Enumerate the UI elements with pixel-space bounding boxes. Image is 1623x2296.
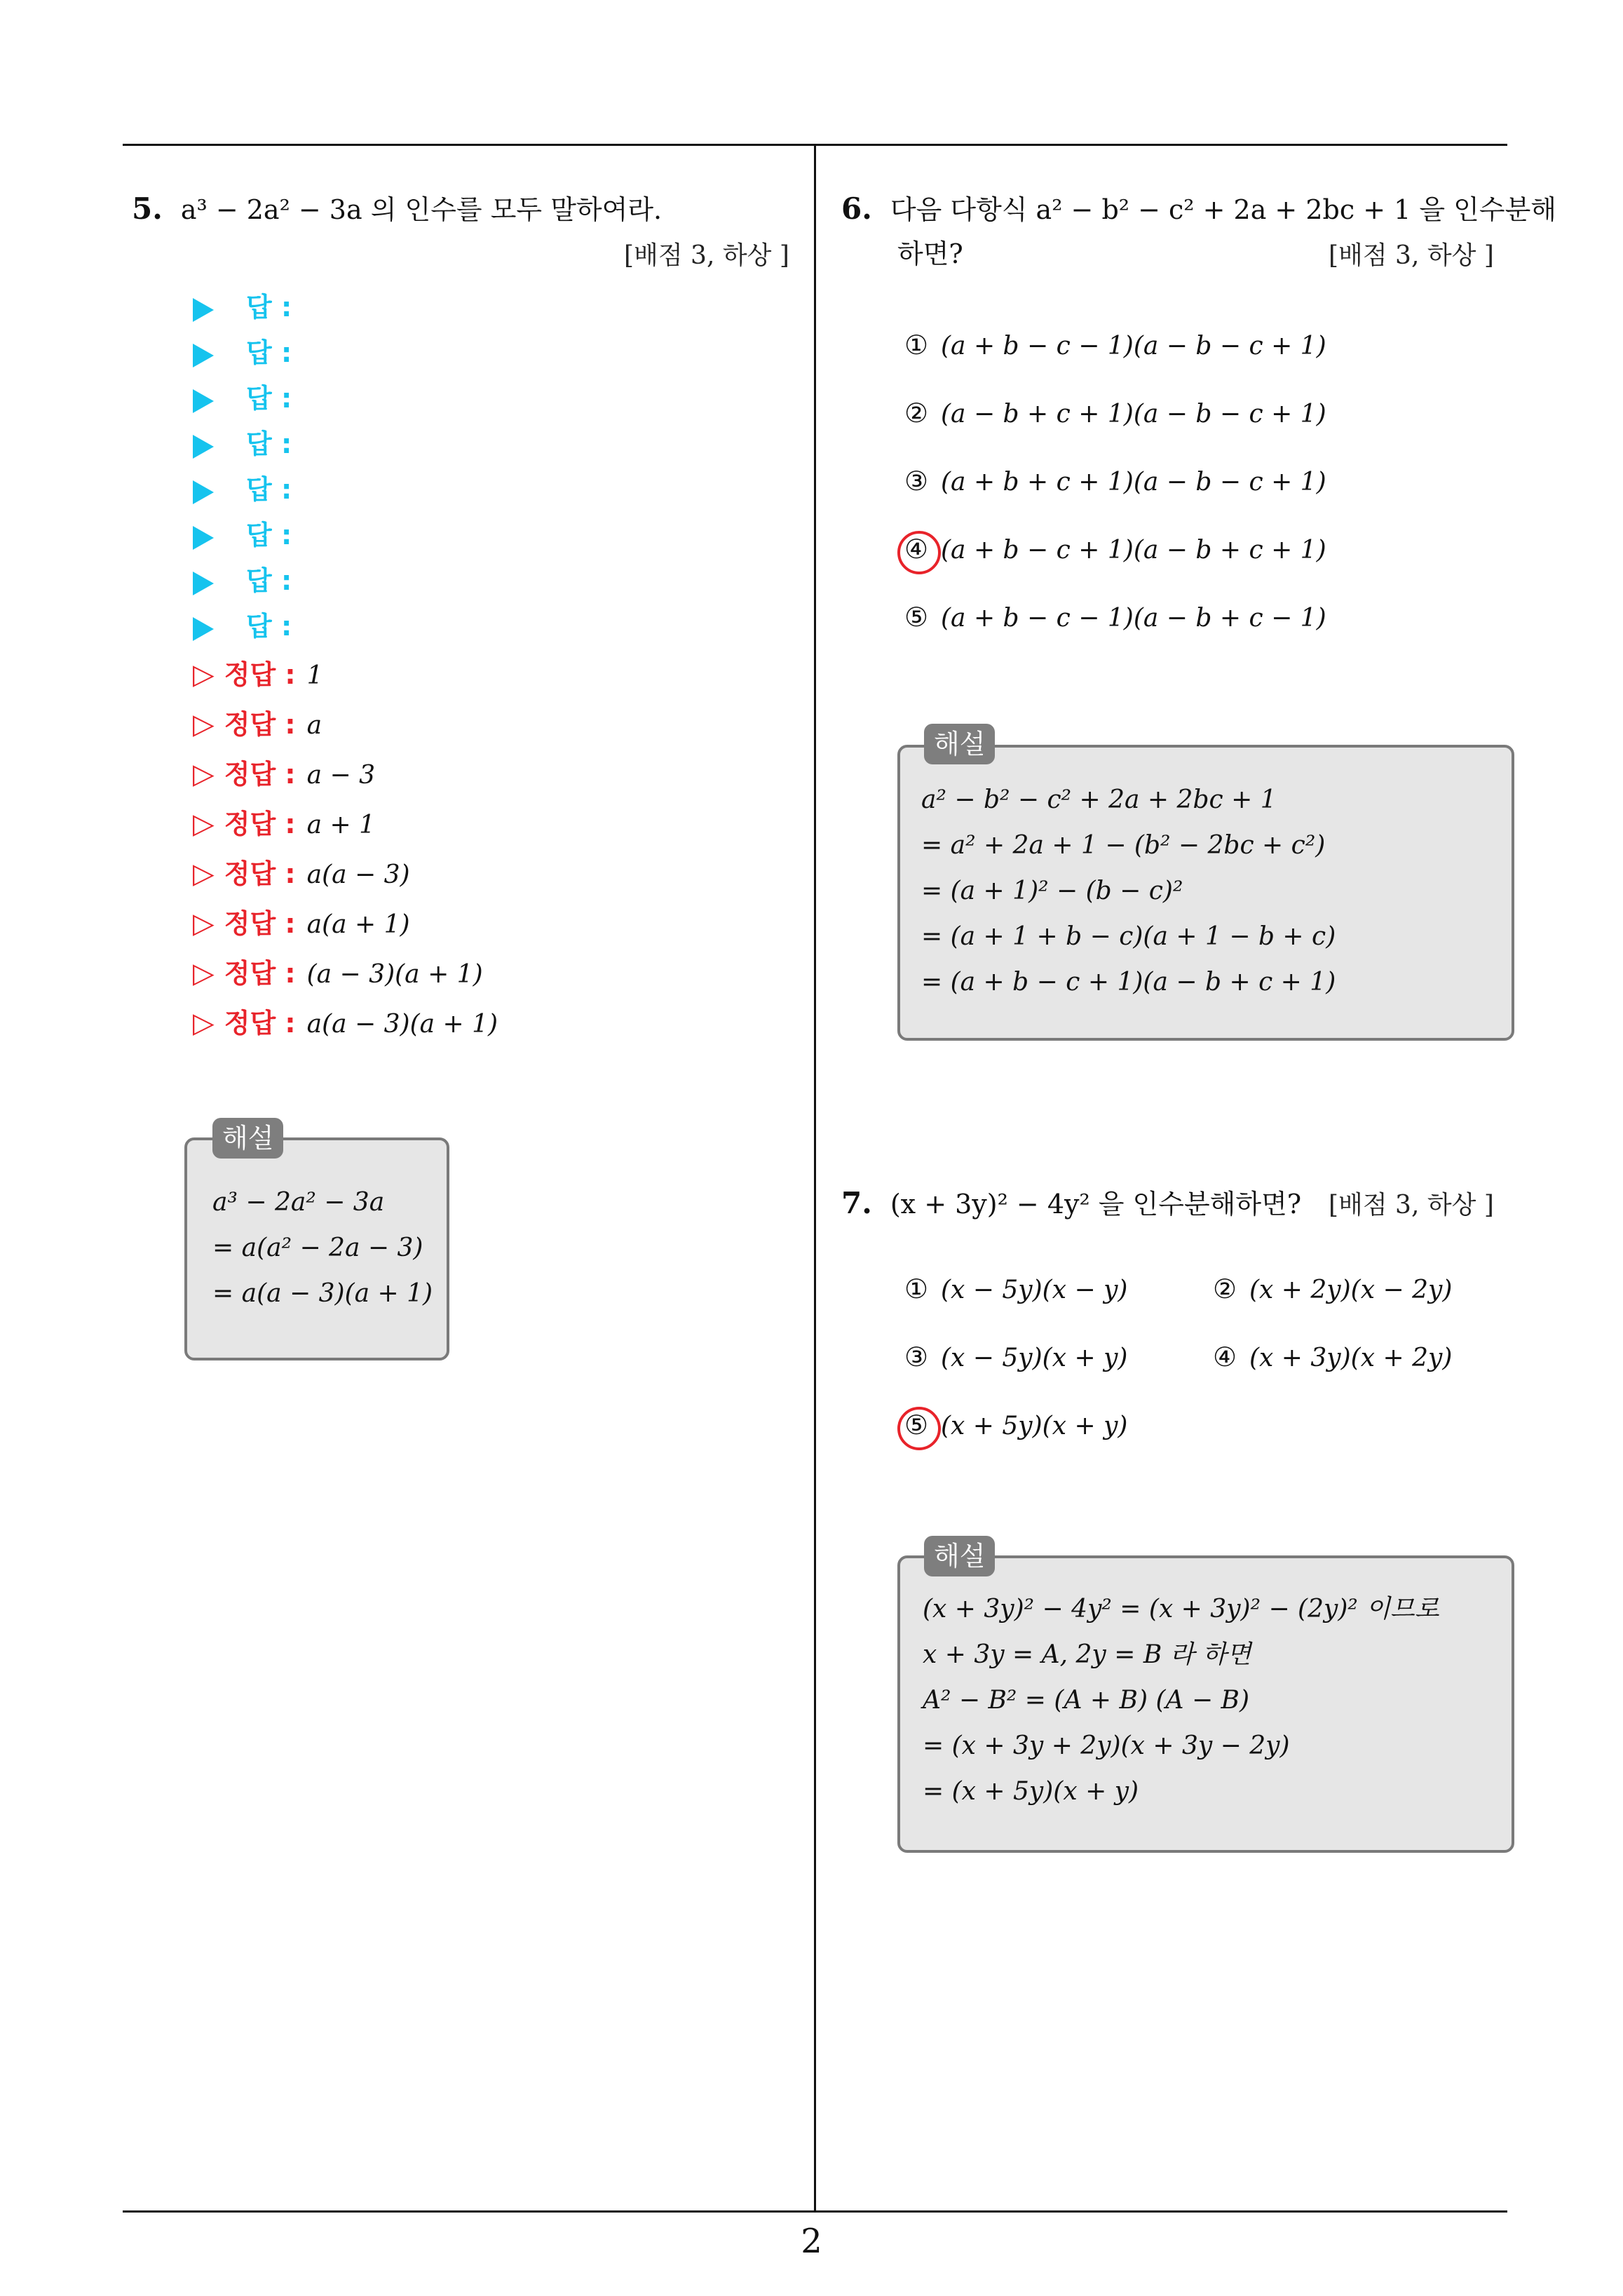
explanation-line: a³ − 2a² − 3a [212, 1188, 385, 1217]
question-text: a³ − 2a² − 3a 의 인수를 모두 말하여라. [180, 194, 663, 225]
explanation-line: = a(a − 3)(a + 1) [212, 1279, 433, 1308]
solution-row [193, 802, 375, 848]
option-text: (a − b + c + 1)(a − b − c + 1) [941, 400, 1326, 428]
explanation-box-q5 [184, 1137, 449, 1360]
explanation-tag: 해설 [924, 1536, 995, 1576]
answer-row[interactable] [193, 285, 292, 331]
answer-label: 답 : [246, 474, 292, 505]
explanation-box-q6 [897, 745, 1514, 1041]
solution-row [193, 901, 410, 947]
option-text: (a + b + c + 1)(a − b − c + 1) [941, 468, 1326, 497]
option-number: ② [904, 398, 929, 428]
solution-value: 1 [306, 661, 323, 690]
solution-value: (a − 3)(a + 1) [306, 960, 483, 989]
question-text: (x + 3y)² − 4y² 을 인수분해하면? [890, 1189, 1302, 1220]
outline-triangle-icon: ▷ [193, 758, 215, 790]
explanation-line: = (x + 5y)(x + y) [923, 1777, 1139, 1806]
outline-triangle-icon: ▷ [193, 708, 215, 741]
option-text: (x + 3y)(x + 2y) [1249, 1344, 1453, 1372]
outline-triangle-icon: ▷ [193, 1007, 215, 1039]
question-5-meta: [배점 3, 하상 ] [624, 241, 789, 270]
explanation-line: = a(a² − 2a − 3) [212, 1234, 423, 1262]
option-text: (a + b − c + 1)(a − b + c + 1) [941, 536, 1326, 565]
solution-row [193, 652, 323, 698]
question-number: 6. [841, 191, 872, 226]
explanation-line: = a² + 2a + 1 − (b² − 2bc + c²) [921, 831, 1326, 860]
solution-row [193, 951, 483, 997]
explanation-box-q7 [897, 1555, 1514, 1853]
answer-row[interactable] [193, 604, 292, 650]
solution-label: 정답 : [224, 858, 296, 889]
question-7-meta: [배점 3, 하상 ] [1329, 1191, 1494, 1220]
answer-row[interactable] [193, 513, 292, 559]
explanation-line: = (a + b − c + 1)(a − b + c + 1) [921, 968, 1336, 997]
question-number: 7. [841, 1186, 872, 1220]
option-number: ② [1213, 1274, 1237, 1304]
explanation-line: = (a + 1 + b − c)(a + 1 − b + c) [921, 922, 1336, 951]
play-triangle-icon [193, 526, 214, 550]
outline-triangle-icon: ▷ [193, 659, 215, 691]
explanation-lines [921, 777, 1336, 1005]
answer-row[interactable] [193, 376, 292, 422]
page-number: 2 [801, 2222, 822, 2261]
solution-value: a [306, 711, 322, 740]
option-text: (x − 5y)(x + y) [941, 1344, 1128, 1372]
column-divider [814, 144, 816, 2213]
play-triangle-icon [193, 617, 214, 641]
play-triangle-icon [193, 572, 214, 595]
play-triangle-icon [193, 344, 214, 367]
solution-label: 정답 : [224, 709, 296, 740]
answer-label: 답 : [246, 520, 292, 551]
option-text: (x + 5y)(x + y) [941, 1412, 1128, 1440]
selected-answer-circle [897, 531, 941, 574]
option-1[interactable] [904, 323, 1326, 369]
option-4[interactable] [904, 527, 1326, 573]
solution-value: a(a − 3) [306, 860, 410, 889]
option-2[interactable] [1213, 1267, 1452, 1313]
option-2[interactable] [904, 391, 1326, 437]
explanation-line: x + 3y = A, 2y = B 라 하면 [923, 1640, 1251, 1669]
option-4[interactable] [1213, 1335, 1452, 1381]
explanation-lines [923, 1586, 1439, 1814]
solution-value: a(a + 1) [306, 910, 410, 939]
option-1[interactable] [904, 1267, 1127, 1313]
option-text: (x − 5y)(x − y) [941, 1276, 1128, 1304]
outline-triangle-icon: ▷ [193, 808, 215, 840]
solution-label: 정답 : [224, 958, 296, 989]
outline-triangle-icon: ▷ [193, 907, 215, 940]
solution-label: 정답 : [224, 908, 296, 939]
option-3[interactable] [904, 459, 1326, 505]
play-triangle-icon [193, 480, 214, 504]
option-number: ⑤ [904, 602, 929, 633]
option-number: ① [904, 330, 929, 360]
explanation-tag: 해설 [924, 724, 995, 764]
solution-value: a(a − 3)(a + 1) [306, 1010, 498, 1039]
solution-row [193, 752, 375, 798]
explanation-line: = (x + 3y + 2y)(x + 3y − 2y) [923, 1731, 1290, 1760]
answer-label: 답 : [246, 383, 292, 414]
answer-label: 답 : [246, 611, 292, 642]
solution-row [193, 851, 410, 898]
answer-label: 답 : [246, 428, 292, 459]
question-5 [132, 187, 662, 232]
question-6-line2: 하면? [897, 238, 963, 269]
solution-label: 정답 : [224, 1008, 296, 1039]
solution-row [193, 702, 322, 748]
explanation-lines [212, 1180, 433, 1316]
question-6 [841, 187, 1556, 232]
question-6-meta: [배점 3, 하상 ] [1329, 241, 1494, 270]
selected-answer-circle [897, 1407, 941, 1450]
option-5[interactable] [904, 595, 1326, 641]
play-triangle-icon [193, 435, 214, 459]
solution-label: 정답 : [224, 659, 296, 690]
answer-row[interactable] [193, 467, 292, 513]
answer-row[interactable] [193, 421, 292, 468]
answer-label: 답 : [246, 565, 292, 596]
play-triangle-icon [193, 298, 214, 322]
answer-row[interactable] [193, 330, 292, 377]
option-number: ④ [1213, 1342, 1237, 1372]
play-triangle-icon [193, 389, 214, 413]
answer-row[interactable] [193, 558, 292, 605]
explanation-line: a² − b² − c² + 2a + 2bc + 1 [921, 785, 1277, 814]
option-number: ① [904, 1274, 929, 1304]
option-number: ⑤ [904, 1410, 929, 1440]
explanation-tag: 해설 [212, 1118, 283, 1159]
question-7 [841, 1181, 1301, 1227]
option-number: ④ [904, 534, 929, 565]
question-text-line1: 다음 다항식 a² − b² − c² + 2a + 2bc + 1 을 인수분해 [890, 194, 1557, 225]
outline-triangle-icon: ▷ [193, 957, 215, 990]
solution-value: a − 3 [306, 761, 376, 790]
solution-row [193, 1001, 498, 1047]
option-text: (a + b − c − 1)(a − b + c − 1) [941, 604, 1326, 633]
option-text: (a + b − c − 1)(a − b − c + 1) [941, 332, 1326, 360]
explanation-line: A² − B² = (A + B) (A − B) [923, 1686, 1250, 1715]
option-number: ③ [904, 466, 929, 497]
option-3[interactable] [904, 1335, 1127, 1381]
explanation-line: (x + 3y)² − 4y² = (x + 3y)² − (2y)² 이므로 [923, 1595, 1439, 1623]
option-number: ③ [904, 1342, 929, 1372]
solution-label: 정답 : [224, 759, 296, 790]
outline-triangle-icon: ▷ [193, 858, 215, 890]
answer-label: 답 : [246, 337, 292, 368]
solution-value: a + 1 [306, 811, 376, 839]
question-number: 5. [132, 191, 163, 226]
bottom-rule [123, 2210, 1507, 2213]
answer-label: 답 : [246, 292, 292, 323]
solution-label: 정답 : [224, 809, 296, 839]
option-text: (x + 2y)(x − 2y) [1249, 1276, 1453, 1304]
explanation-line: = (a + 1)² − (b − c)² [921, 877, 1183, 905]
